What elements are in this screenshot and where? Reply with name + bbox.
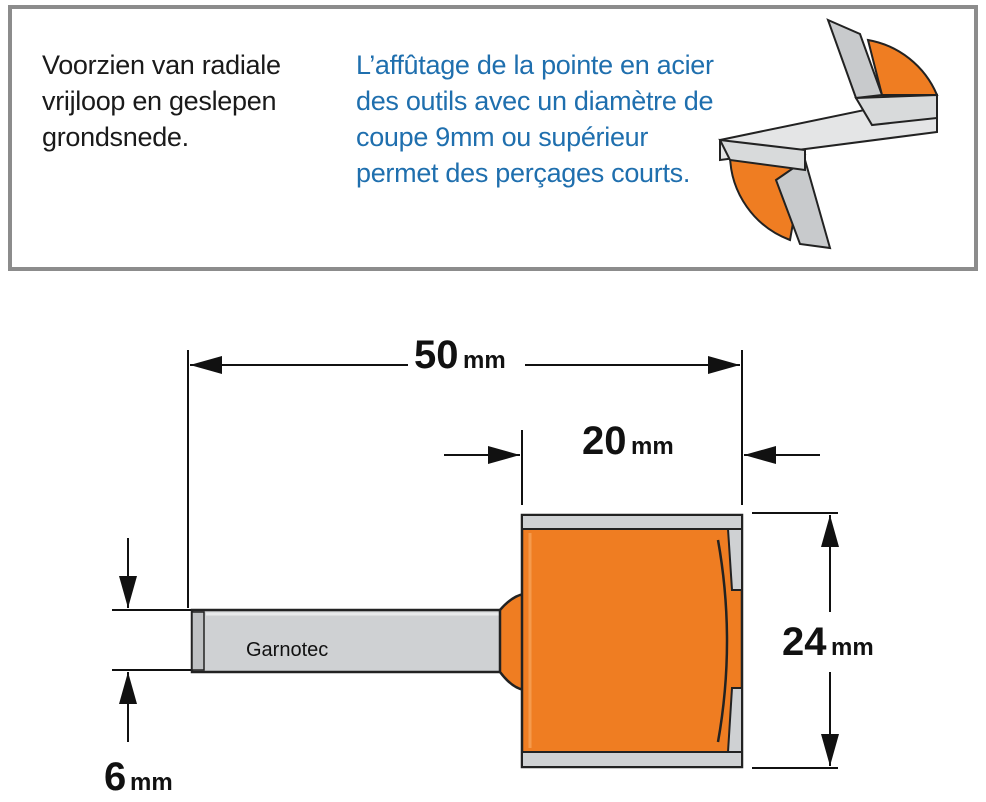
shank-value: 6 xyxy=(104,755,127,799)
description-dutch: Voorzien van radiale vrijloop en geslepen grondsnede. xyxy=(42,50,281,152)
shank-unit: mm xyxy=(130,769,173,796)
cutting-length-unit: mm xyxy=(631,433,674,460)
overall-length-unit: mm xyxy=(463,347,506,374)
brand-label: Garnotec xyxy=(246,639,329,661)
cutter-tip-detail-icon xyxy=(720,20,937,248)
diameter-value: 24 xyxy=(782,620,827,664)
cutting-length-value: 20 xyxy=(582,419,627,463)
description-french: L’affûtage de la pointe en acier des outils avec un diamètre de coupe 9mm ou supérieur permet des perçages courts. xyxy=(356,50,714,188)
cutter-head xyxy=(522,515,742,767)
overall-length-value: 50 xyxy=(414,333,459,377)
shank-dimension-arrows xyxy=(119,538,137,742)
shank xyxy=(192,610,504,672)
diameter-unit: mm xyxy=(831,634,874,661)
bit-neck xyxy=(500,594,524,690)
